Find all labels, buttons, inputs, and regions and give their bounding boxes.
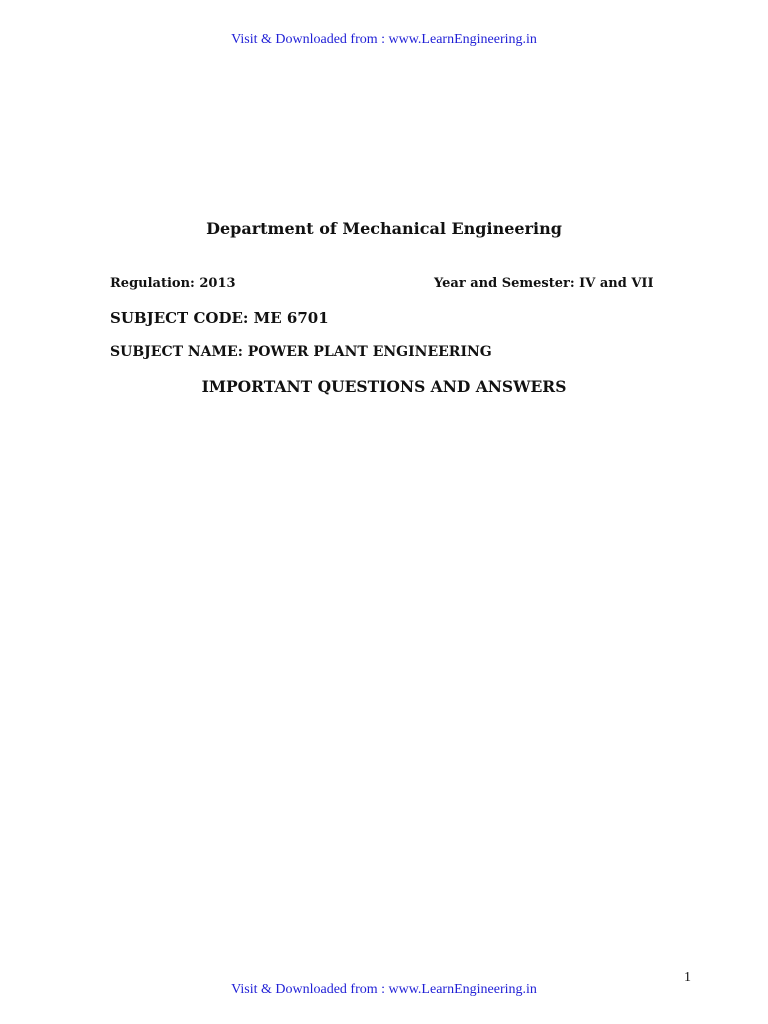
subject-code-text: SUBJECT CODE: ME 6701 — [110, 309, 329, 327]
document-heading: IMPORTANT QUESTIONS AND ANSWERS — [201, 377, 567, 396]
regulation-text: Regulation: 2013 — [110, 276, 236, 291]
footer-watermark-link[interactable]: Visit & Downloaded from : www.LearnEngineering.in — [231, 982, 537, 997]
page-number: 1 — [684, 970, 691, 985]
year-semester-text: Year and Semester: IV and VII — [434, 276, 654, 291]
header-watermark-link[interactable]: Visit & Downloaded from : www.LearnEngineering.in — [231, 32, 537, 47]
subject-name-text: SUBJECT NAME: POWER PLANT ENGINEERING — [110, 344, 492, 360]
department-title: Department of Mechanical Engineering — [206, 219, 562, 238]
